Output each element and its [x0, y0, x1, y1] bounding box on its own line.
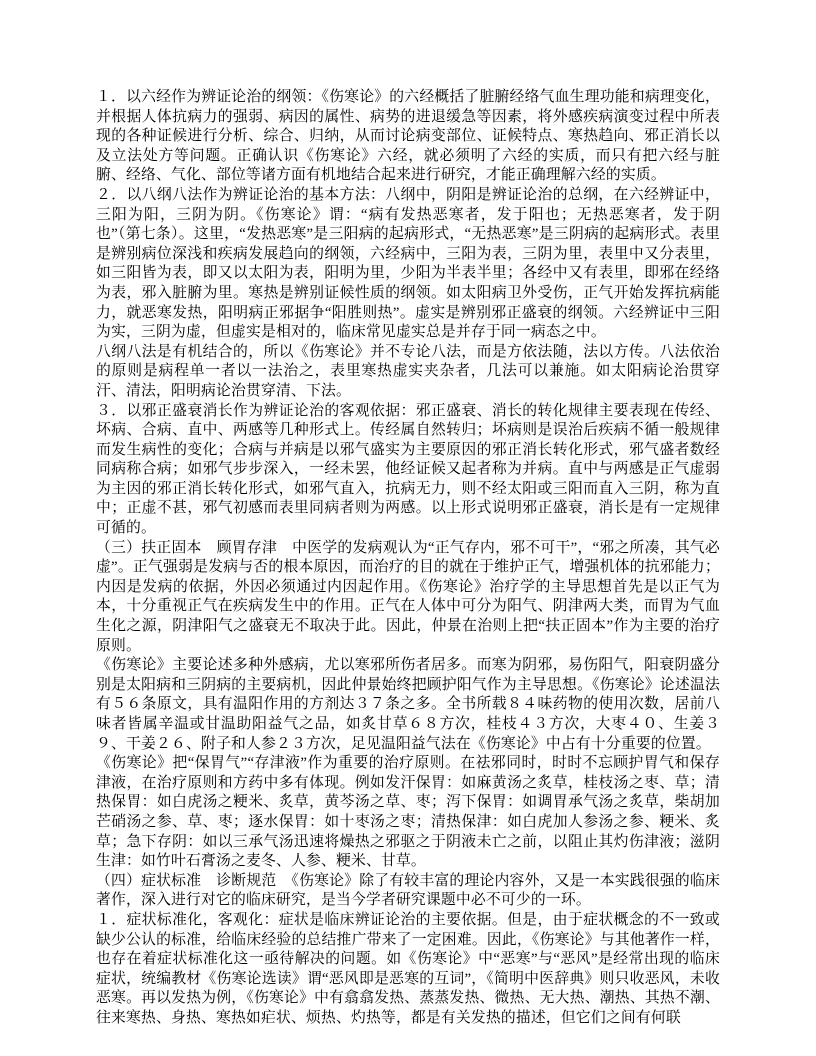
document-body — [96, 88, 720, 1029]
paragraph: 《伤寒论》把“保胃气”“存津液”作为重要的治疗原则。在祛邪同时，时时不忘顾护胃气和保存津液，在治疗原则和方药中多有体现。例如发汗保胃：如麻黄汤之炙草，桂枝汤之枣、草；清热保胃：如白虎汤之粳米、炙草，黄芩汤之草、枣；泻下保胃：如调胃承气汤之炙草，柴胡加芒硝汤之参、草、枣；逐水保胃：如十枣汤之枣；清热保津：如白虎加人参汤之参、粳米、炙草；急下存阴：如以三承气汤迅速将燥热之邪驱之于阴液未亡之前，以阻止其灼伤津液；滋阴生津：如竹叶石膏汤之麦冬、人参、粳米、甘草。 — [96, 755, 720, 870]
paragraph: 《伤寒论》主要论述多种外感病，尤以寒邪所伤者居多。而寒为阴邪，易伤阳气，阳衰阴盛分别是太阳病和三阴病的主要病机，因此仲景始终把顾护阳气作为主导思想。《伤寒论》论述温法有５６条原文，具有温阳作用的方剂达３７条之多。全书所载８４味药物的使用次数，居前八味者皆属辛温或甘温助阳益气之品，如炙甘草６８方次，桂枝４３方次，大枣４０、生姜３９、干姜２６、附子和人参２３方次，足见温阳益气法在《伤寒论》中占有十分重要的位置。 — [96, 657, 720, 752]
paragraph: １．以六经作为辨证论治的纲领：《伤寒论》的六经概括了脏腑经络气血生理功能和病理变化，并根据人体抗病力的强弱、病因的属性、病势的进退缓急等因素，将外感疾病演变过程中所表现的各种证候进行分析、综合、归纳，从而讨论病变部位、证候特点、寒热趋向、邪正消长以及立法处方等问题。正确认识《伤寒论》六经，就必须明了六经的实质，而只有把六经与脏腑、经络、气化、部位等诸方面有机地结合起来进行研究，才能正确理解六经的实质。 — [96, 89, 720, 184]
paragraph: ２．以八纲八法作为辨证论治的基本方法：八纲中，阴阳是辨证论治的总纲，在六经辨证中，三阳为阳，三阴为阴。《伤寒论》谓：“病有发热恶寒者，发于阳也；无热恶寒者，发于阴也”（第七条）。这里，“发热恶寒”是三阳病的起病形式，“无热恶寒”是三阴病的起病形式。表里是辨别病位深浅和疾病发展趋向的纲领，六经病中，三阳为表，三阴为里，表里中又分表里，如三阳皆为表，即又以太阳为表，阳明为里，少阳为半表半里；各经中又有表里，即邪在经络为表，邪入脏腑为里。寒热是辨别证候性质的纲领。如太阳病卫外受伤，正气开始发挥抗病能力，就恶寒发热，阳明病正邪据争“阳胜则热”。虚实是辨别邪正盛衰的纲领。六经辨证中三阳为实，三阴为虚，但虚实是相对的，临床常见虚实总是并存于同一病态之中。 — [96, 186, 720, 341]
paragraph: （四）症状标准 诊断规范 《伤寒论》除了有较丰富的理论内容外，又是一本实践很强的临床著作，深入进行对它的临床研究，是当今学者研究课题中必不可少的一环。 — [96, 872, 720, 909]
paragraph: ３．以邪正盛衰消长作为辨证论治的客观依据：邪正盛衰、消长的转化规律主要表现在传经、坏病、合病、直中、两感等几种形式上。传经属自然转归；坏病则是误治后疾病不循一般规律而发生病性的变化；合病与并病是以邪气盛实为主要原因的邪正消长转化形式，邪气盛者数经同病称合病；如邪气步步深入，一经未罢，他经证候又起者称为并病。直中与两感是正气虚弱为主因的邪正消长转化形式，如邪气直入，抗病无力，则不经太阳或三阳而直入三阴，称为直中；正虚不甚，邪气初感而表里同病者则为两感。以上形式说明邪正盛衰，消长是有一定规律可循的。 — [96, 402, 720, 537]
paragraph: １．症状标准化，客观化：症状是临床辨证论治的主要依据。但是，由于症状概念的不一致或缺少公认的标准，给临床经验的总结推广带来了一定困难。因此，《伤寒论》与其他著作一样，也存在着症状标准化这一亟待解决的问题。如《伤寒论》中“恶寒”与“恶风”是经常出现的临床症状，统编教材《伤寒论选读》谓“恶风即是恶寒的互词”，《简明中医辞典》则只收恶风，未收恶寒。再以发热为例，《伤寒论》中有翕翕发热、蒸蒸发热、微热、无大热、潮热、其热不潮、往来寒热、身热、寒热如疟状、烦热、灼热等，都是有关发热的描述，但它们之间有何联 — [96, 911, 720, 1026]
paragraph: （三）扶正固本 顾胃存津 中医学的发病观认为“正气存内，邪不可干”，“邪之所凑，其气必虚”。正气强弱是发病与否的根本原因，而治疗的目的就在于维护正气，增强机体的抗邪能力；内因是发病的依据，外因必须通过内因起作用。《伤寒论》治疗学的主导思想首先是以正气为本，十分重视正气在疾病发生中的作用。正气在人体中可分为阳气、阴津两大类，而胃为气血生化之源，阴津阳气之盛衰无不取决于此。因此，仲景在治则上把“扶正固本”作为主要的治疗原则。 — [96, 539, 720, 654]
paragraph: 八纲八法是有机结合的，所以《伤寒论》并不专论八法，而是方依法随，法以方传。八法依治的原则是病程单一者以一法治之，表里寒热虚实夹杂者，几法可以兼施。如太阳病论治贯穿汗、清法，阳明病论治贯穿清、下法。 — [96, 343, 720, 399]
